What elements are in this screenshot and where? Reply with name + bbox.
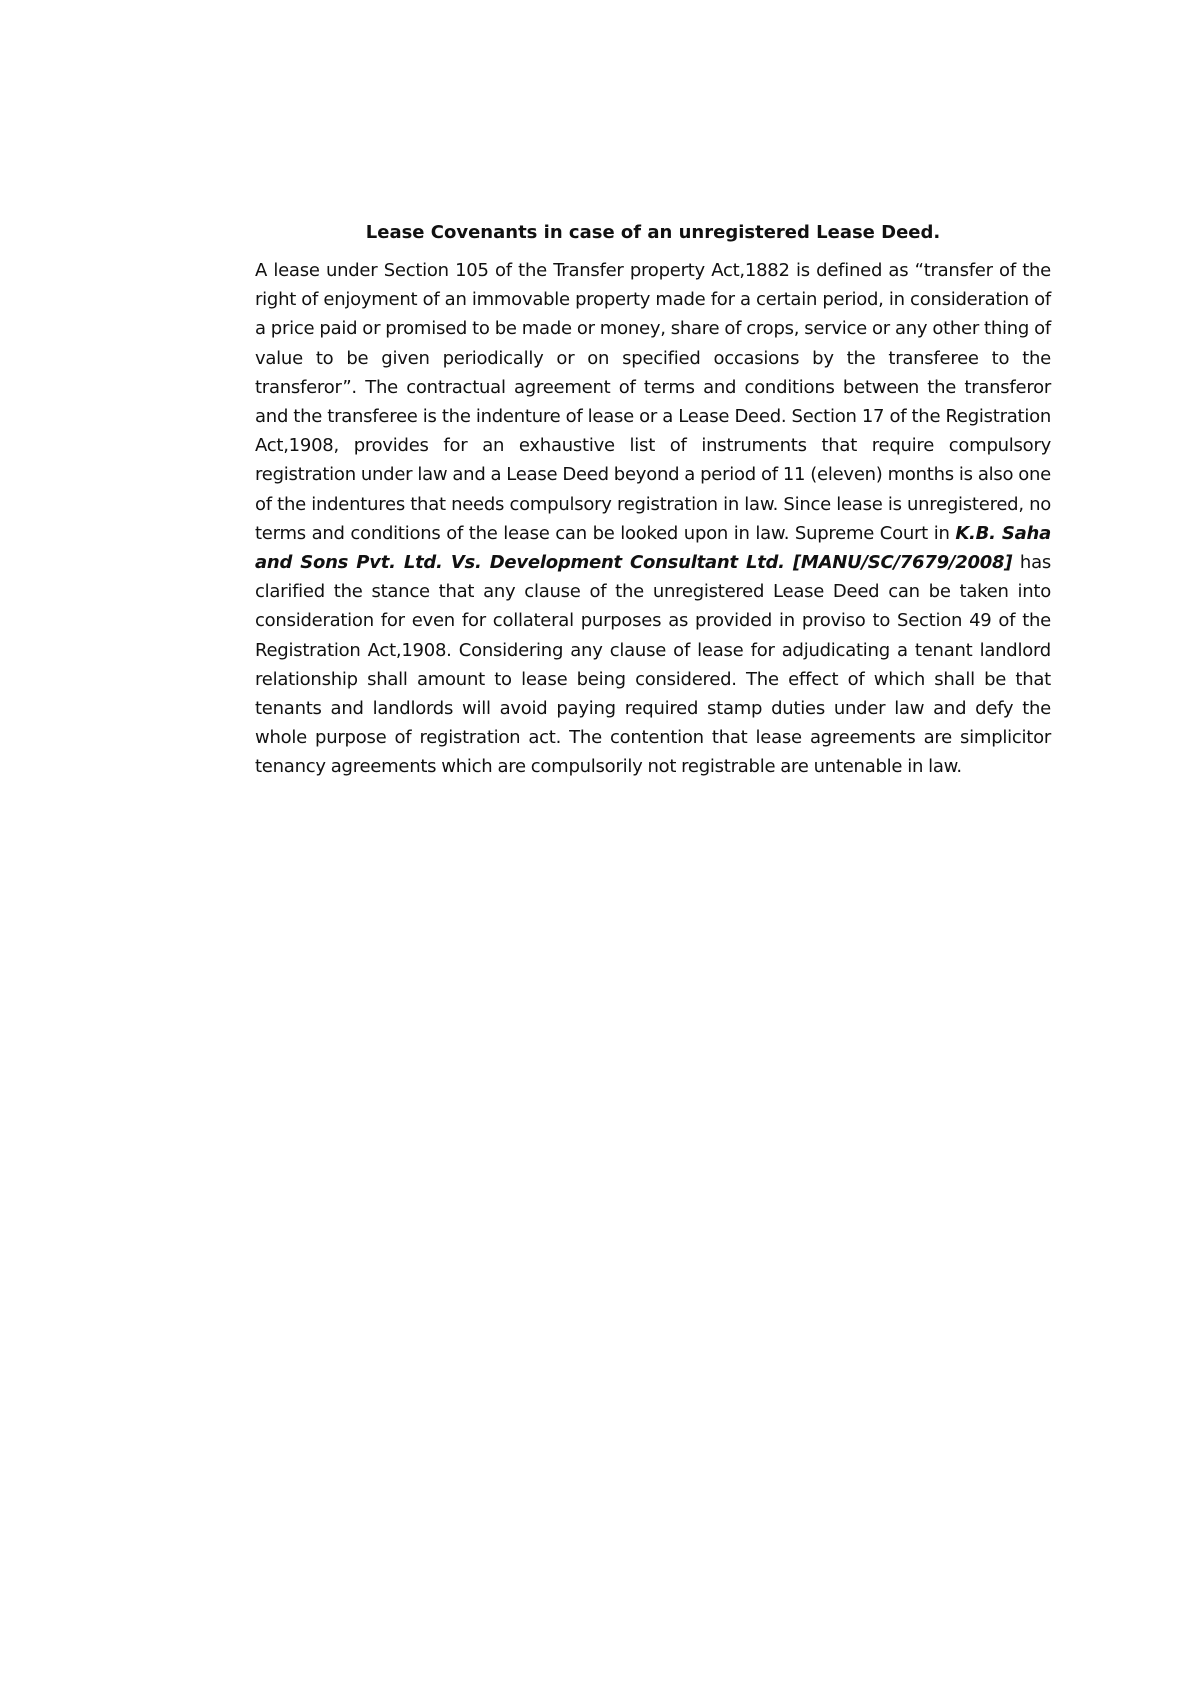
document-content [255, 218, 1051, 782]
document-title: Lease Covenants in case of an unregistered Lease Deed. [365, 222, 941, 243]
case-citation: K.B. Saha and Sons Pvt. Ltd. Vs. Development Consultant Ltd. [MANU/SC/7679/2008] [255, 522, 1051, 574]
paragraph-text-part1: A lease under Section 105 of the Transfer property Act,1882 is defined as “transfer of the right of enjoyment of an immovable property made for a certain period, in consideration of a price paid or promised to be made or money, share of crops, service or any other thing of value to be given periodically or on specified occasions by the transferee to the transferor”. The contractual agreement of terms and conditions between the transferor and the transferee is the indenture of lease or a Lease Deed. Section 17 of the Registration Act,1908, provides for an exhaustive list of instruments that require compulsory registration under law and a Lease Deed beyond a period of 11 (eleven) months is also one of the indentures that needs compulsory registration in law. Since lease is unregistered, no terms and conditions of the lease can be looked upon in law. Supreme Court in [255, 260, 1051, 544]
body-paragraph [255, 256, 1051, 782]
paragraph-text-part2: has clarified the stance that any clause of the unregistered Lease Deed can be taken into consideration for even for collateral purposes as provided in proviso to Section 49 of the Registration Act,1908. Considering any clause of lease for adjudicating a tenant landlord relationship shall amount to lease being considered. The effect of which shall be that tenants and landlords will avoid paying required stamp duties under law and defy the whole purpose of registration act. The contention that lease agreements are simplicitor tenancy agreements which are compulsorily not registrable are untenable in law. [255, 552, 1051, 778]
